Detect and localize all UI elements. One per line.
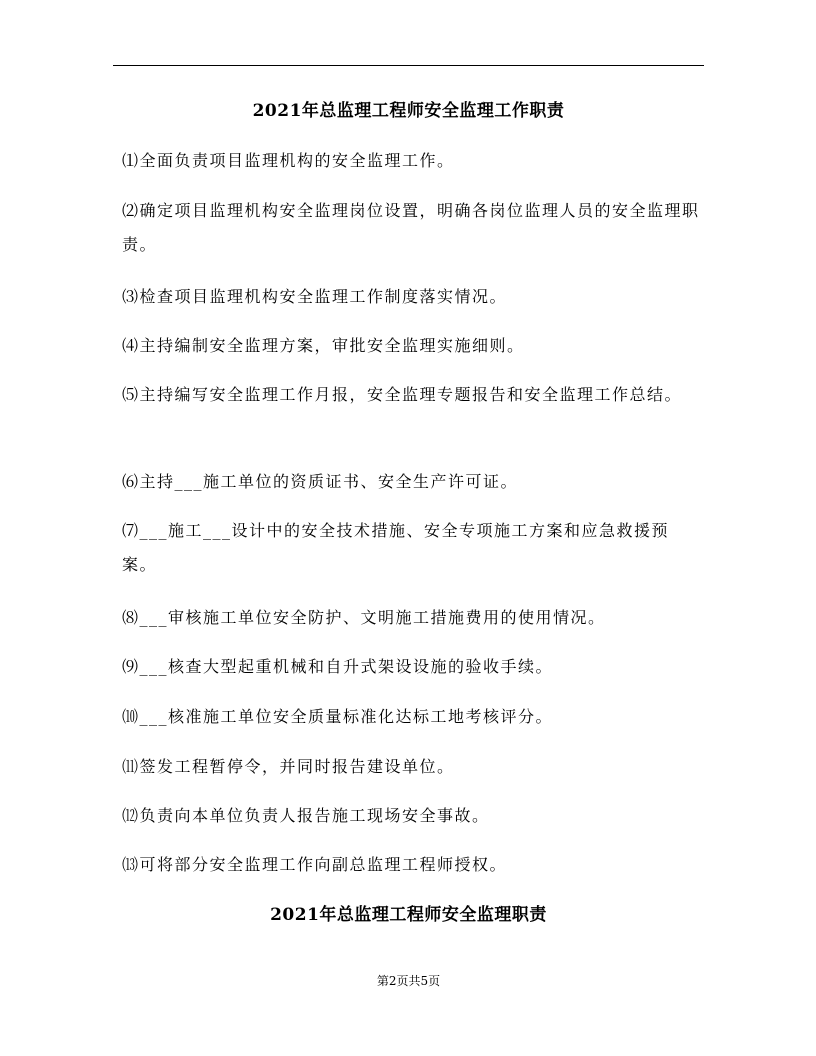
duty-item-5: ⑸主持编写安全监理工作月报，安全监理专题报告和安全监理工作总结。: [122, 385, 683, 404]
duty-item-11: ⑾签发工程暂停令，并同时报告建设单位。: [122, 757, 455, 776]
header-rule: [113, 65, 704, 66]
duty-item-8: ⑻___审核施工单位安全防护、文明施工措施费用的使用情况。: [122, 608, 606, 627]
duty-item-2: ⑵确定项目监理机构安全监理岗位设置，明确各岗位监理人员的安全监理职责。: [122, 201, 700, 254]
document-title: 2021年总监理工程师安全监理工作职责: [252, 101, 565, 121]
duty-item-3: ⑶检查项目监理机构安全监理工作制度落实情况。: [122, 287, 508, 306]
duty-item-1: ⑴全面负责项目监理机构的安全监理工作。: [122, 151, 455, 170]
duty-item-6: ⑹主持___施工单位的资质证书、安全生产许可证。: [122, 472, 519, 491]
duty-item-13: ⒀可将部分安全监理工作向副总监理工程师授权。: [122, 855, 508, 874]
page-number-footer: 第2页共5页: [376, 974, 441, 988]
duty-item-12: ⑿负责向本单位负责人报告施工现场安全事故。: [122, 806, 490, 825]
duty-item-7: ⑺___施工___设计中的安全技术措施、安全专项施工方案和应急救援预案。: [122, 521, 670, 574]
duty-item-4: ⑷主持编制安全监理方案，审批安全监理实施细则。: [122, 336, 525, 355]
duty-item-10: ⑽___核准施工单位安全质量标准化达标工地考核评分。: [122, 707, 554, 726]
duty-item-9: ⑼___核查大型起重机械和自升式架设设施的验收手续。: [122, 657, 554, 676]
next-section-title: 2021年总监理工程师安全监理职责: [270, 905, 547, 925]
